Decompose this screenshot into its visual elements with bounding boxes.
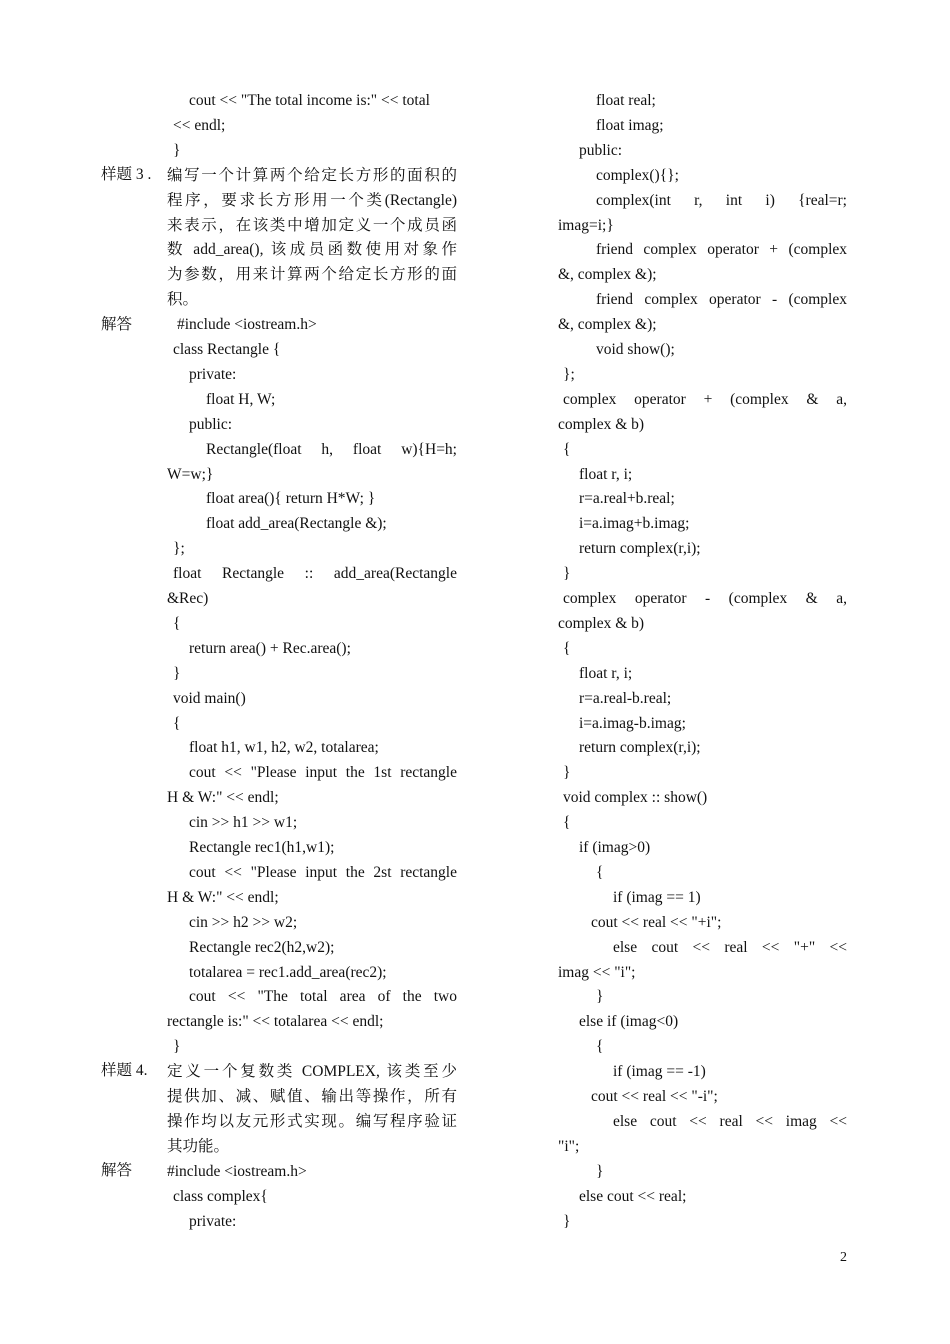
right-column-line: friend complex operator - (complex xyxy=(596,291,847,309)
left-column-line: 编写一个计算两个给定长方形的面积的 xyxy=(167,166,457,184)
left-column-line: cout << "Please input the 2st rectangle xyxy=(189,863,457,881)
right-column-line: "i"; xyxy=(558,1137,580,1155)
right-column-line: { xyxy=(563,814,571,832)
right-column-line: void show(); xyxy=(596,341,675,358)
left-column-line: 来表示，在该类中增加定义一个成员函 xyxy=(167,216,457,234)
left-column-line: Rectangle rec2(h2,w2); xyxy=(189,938,335,956)
right-column-line: } xyxy=(596,1162,604,1180)
right-column-line: complex(){}; xyxy=(596,166,679,184)
right-column-line: { xyxy=(596,863,604,881)
right-column-line: if (imag>0) xyxy=(579,839,651,856)
answer-4-label: 解答 xyxy=(101,1162,133,1179)
left-column-line: 操作均以友元形式实现。编写程序验证 xyxy=(167,1112,457,1130)
page-number: 2 xyxy=(840,1250,847,1265)
right-column-line: } xyxy=(596,988,604,1006)
right-column-line: complex & b) xyxy=(558,415,645,433)
left-column-line: private: xyxy=(189,1212,237,1230)
left-column-line: << endl; xyxy=(173,116,226,134)
right-column-line: r=a.real-b.real; xyxy=(579,689,672,707)
right-column-line: { xyxy=(563,639,571,657)
left-column-line: } xyxy=(173,141,181,159)
left-column-line: &Rec) xyxy=(167,590,209,607)
right-column-line: float imag; xyxy=(596,116,664,134)
left-column-line: 数 add_area(), 该成员函数使用对象作 xyxy=(167,241,457,259)
left-column-line: H & W:" << endl; xyxy=(167,789,279,807)
left-column-line: 其功能。 xyxy=(167,1137,230,1155)
right-column-line: float r, i; xyxy=(579,664,633,682)
left-column-line: H & W:" << endl; xyxy=(167,888,279,906)
right-column-line: i=a.imag+b.imag; xyxy=(579,515,690,533)
left-column-line: float area(){ return H*W; } xyxy=(206,490,376,508)
right-column-line: else cout << real; xyxy=(579,1187,687,1205)
left-column-line: Rectangle rec1(h1,w1); xyxy=(189,839,335,856)
right-column-line: friend complex operator + (complex xyxy=(596,241,847,259)
right-column-line: else cout << real << imag << xyxy=(613,1112,847,1130)
answer-3-label: 解答 xyxy=(101,316,133,333)
right-column-line: } xyxy=(563,565,571,583)
left-column-line: W=w;} xyxy=(167,465,214,483)
left-column-line: } xyxy=(173,664,181,682)
left-column-line: cout << "The total area of the two xyxy=(189,988,457,1006)
left-column-line: #include <iostream.h> xyxy=(167,1162,307,1180)
right-column-line: complex operator + (complex & a, xyxy=(563,390,847,408)
right-column-line: else cout << real << "+" << xyxy=(613,938,847,956)
left-column-line: 提供加、减、赋值、输出等操作，所有 xyxy=(167,1088,457,1105)
right-column-line: cout << real << "+i"; xyxy=(591,913,722,931)
right-column-line: i=a.imag-b.imag; xyxy=(579,714,686,732)
left-column-line: 程序，要求长方形用一个类(Rectangle) xyxy=(167,191,457,209)
left-column-line: return area() + Rec.area(); xyxy=(189,639,351,657)
left-column-line: void main() xyxy=(173,689,246,707)
right-column-line: return complex(r,i); xyxy=(579,739,701,757)
question-4-label: 样题 4. xyxy=(101,1062,148,1079)
left-column-line: 积。 xyxy=(167,291,199,309)
left-column-line: 为参数，用来计算两个给定长方形的面 xyxy=(167,266,457,284)
right-column-line: return complex(r,i); xyxy=(579,540,701,558)
left-column-line: cin >> h1 >> w1; xyxy=(189,814,298,832)
question-3-label: 样题 3 . xyxy=(101,166,152,183)
right-column-line: public: xyxy=(579,141,623,159)
left-column-line: private: xyxy=(189,365,237,383)
left-column-line: { xyxy=(173,614,181,632)
right-column-line: } xyxy=(563,764,571,782)
left-column-line: class complex{ xyxy=(173,1187,268,1205)
right-column-line: &, complex &); xyxy=(558,316,657,334)
right-column-line: if (imag == 1) xyxy=(613,888,701,906)
right-column-line: if (imag == -1) xyxy=(613,1063,706,1081)
right-column-line: imag=i;} xyxy=(558,216,614,234)
left-column-line: #include <iostream.h> xyxy=(177,316,317,334)
left-column-line: float H, W; xyxy=(206,390,276,408)
left-column-line: cout << "The total income is:" << total xyxy=(189,92,430,109)
right-column-line: cout << real << "-i"; xyxy=(591,1088,718,1105)
right-column-line: { xyxy=(563,440,571,458)
left-column-line: { xyxy=(173,714,181,732)
right-column-line: complex operator - (complex & a, xyxy=(563,590,847,607)
left-column-line: class Rectangle { xyxy=(173,341,281,358)
right-column-line: }; xyxy=(563,365,575,383)
left-column-line: 定义一个复数类 COMPLEX, 该类至少 xyxy=(167,1063,457,1081)
right-column-line: float real; xyxy=(596,92,656,109)
right-column-line: complex(int r, int i) {real=r; xyxy=(596,191,847,209)
right-column-line: r=a.real+b.real; xyxy=(579,490,675,508)
left-column-line: } xyxy=(173,1038,181,1056)
right-column-line: complex & b) xyxy=(558,614,645,632)
left-column-line: totalarea = rec1.add_area(rec2); xyxy=(189,963,387,981)
left-column-line: float h1, w1, h2, w2, totalarea; xyxy=(189,739,379,757)
right-column-line: imag << "i"; xyxy=(558,963,636,981)
left-column-line: cin >> h2 >> w2; xyxy=(189,913,298,931)
right-column-line: void complex :: show() xyxy=(563,789,708,807)
left-column-line: rectangle is:" << totalarea << endl; xyxy=(167,1013,384,1031)
left-column-line: float Rectangle :: add_area(Rectangle xyxy=(173,565,457,583)
left-column-line: Rectangle(float h, float w){H=h; xyxy=(206,440,457,458)
left-column-line: cout << "Please input the 1st rectangle xyxy=(189,764,457,782)
left-column-line: float add_area(Rectangle &); xyxy=(206,515,387,533)
right-column-line: else if (imag<0) xyxy=(579,1013,679,1031)
right-column-line: { xyxy=(596,1038,604,1056)
right-column-line: &, complex &); xyxy=(558,266,657,284)
right-column-line: } xyxy=(563,1212,571,1230)
left-column-line: }; xyxy=(173,540,185,558)
right-column-line: float r, i; xyxy=(579,465,633,483)
left-column-line: public: xyxy=(189,415,233,433)
